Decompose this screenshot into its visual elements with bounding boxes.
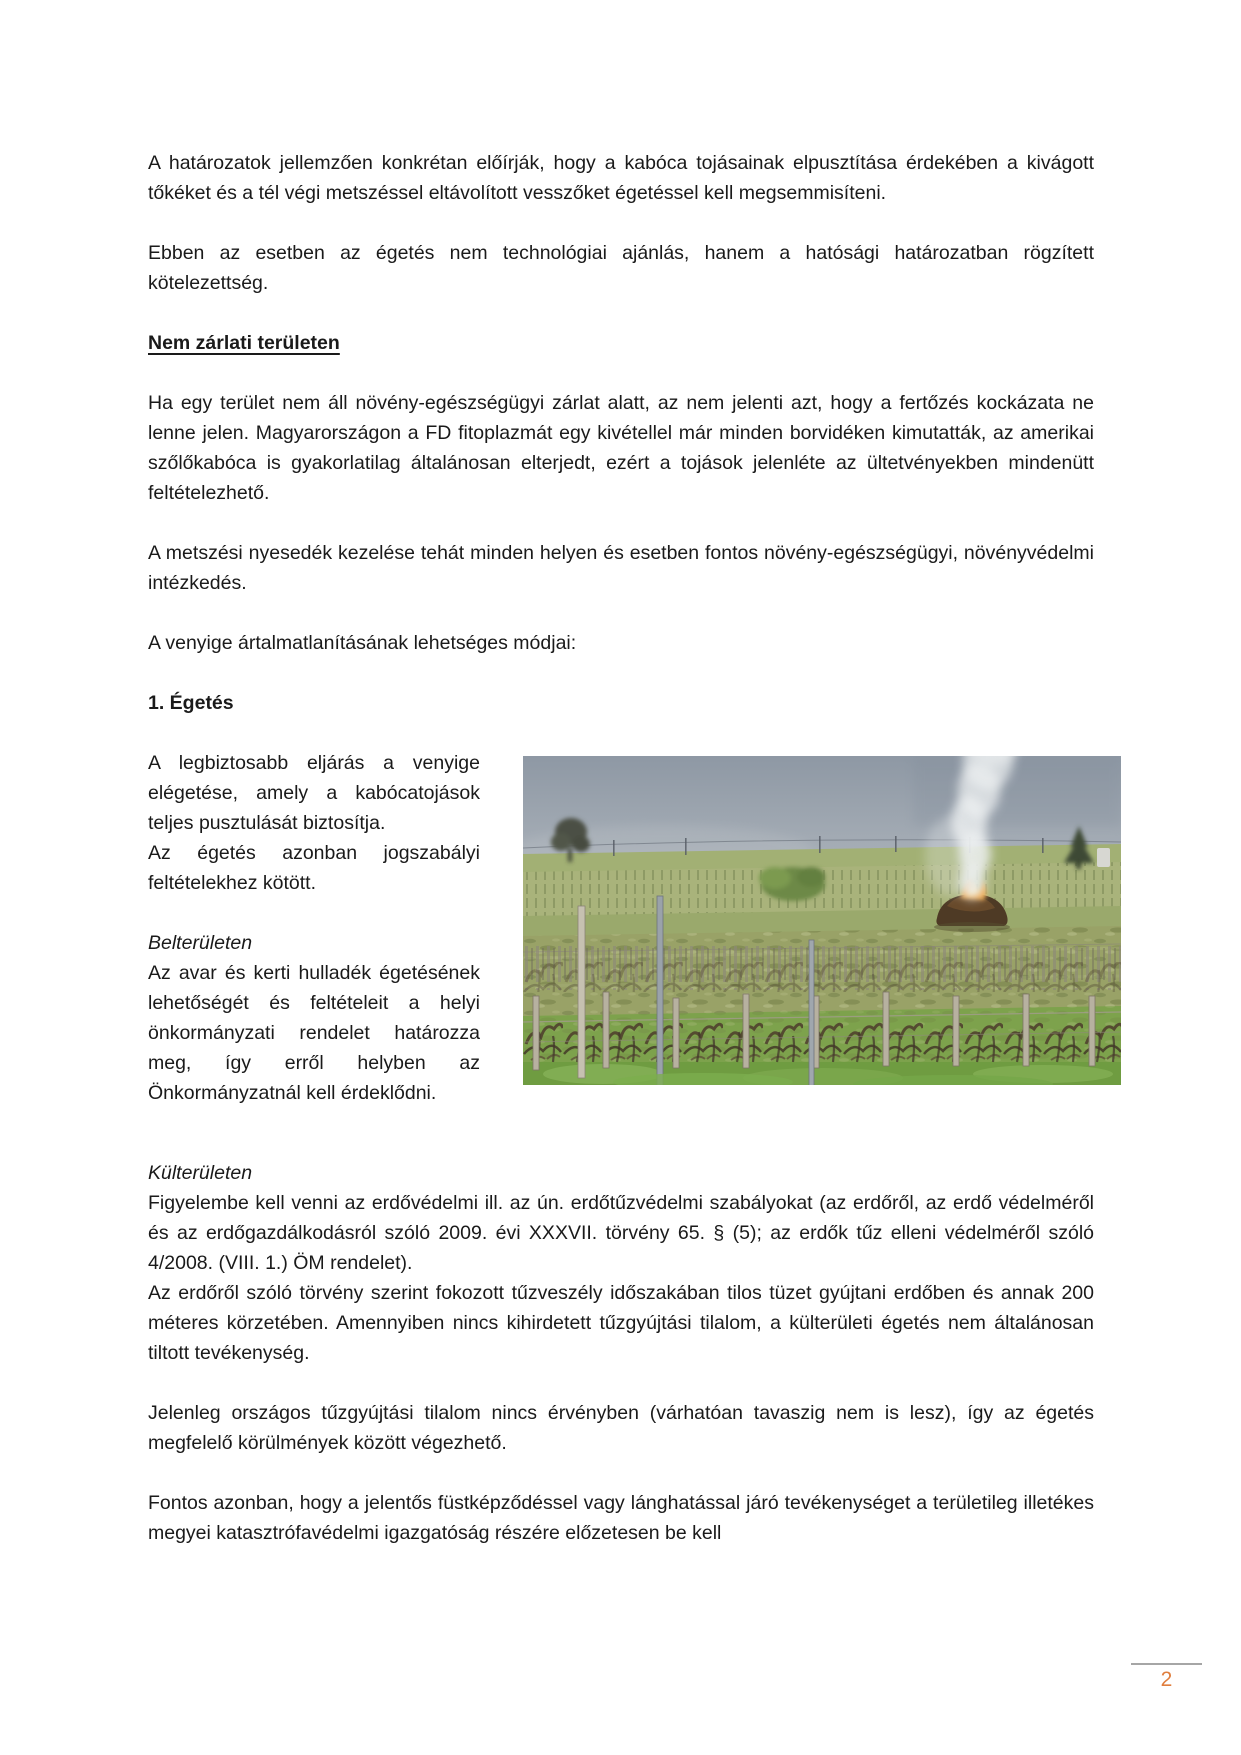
- two-column-section: [148, 748, 1121, 1108]
- page-number: 2: [1160, 1668, 1173, 1691]
- paragraph-pruning-measure: A metszési nyesedék kezelése tehát minden helyen és esetben fontos növény-egészségügyi, növényvédelmi intézkedés.: [148, 542, 1094, 594]
- paragraph-disaster-authority: Fontos azonban, hogy a jelentős füstképződéssel vagy lánghatással járó tevékenységet a területileg illetékes megyei katasztrófavédelmi igazgatóság részére előzetesen be kell: [148, 1492, 1094, 1544]
- vineyard-burning-photo: [523, 756, 1121, 1085]
- paragraph-legal-conditions: Az égetés azonban jogszabályi feltételekhez kötött.: [148, 842, 480, 894]
- paragraph-decisions: A határozatok jellemzően konkrétan előírják, hogy a kabóca tojásainak elpusztítása érdekében a kivágott tőkéket és a tél végi metszéssel eltávolított vesszőket égetéssel kell megsemmisíteni.: [148, 152, 1094, 204]
- page-footer: [1131, 1663, 1202, 1693]
- paragraph-no-ban: Jelenleg országos tűzgyújtási tilalom nincs érvényben (várhatóan tavaszig nem is lesz), így az égetés megfelelő körülmények között végezhető.: [148, 1402, 1094, 1454]
- heading-egetes: 1. Égetés: [148, 692, 234, 714]
- paragraph-fire-danger: Az erdőről szóló törvény szerint fokozott tűzveszély időszakában tilos tüzet gyújtani erdőben és annak 200 méteres körzetében. Amennyiben nincs kihirdetett tűzgyújtási tilalom, a külterületi égetés nem általánosan tiltott tevékenység.: [148, 1282, 1094, 1364]
- left-column: [148, 748, 480, 1108]
- paragraph-obligation: Ebben az esetben az égetés nem technológiai ajánlás, hanem a hatósági határozatban rögzített kötelezettség.: [148, 242, 1094, 294]
- document-body: [148, 148, 1094, 1578]
- paragraph-infection-risk: Ha egy terület nem áll növény-egészségügyi zárlat alatt, az nem jelenti azt, hogy a fertőzés kockázata ne lenne jelen. Magyarországon a FD fitoplazmát egy kivétellel már minden borvidéken kimutatták, az amerikai szőlőkabóca is gyakorlatilag általánosan elterjedt, ezért a tojások jelenléte az ültetvényekben mindenütt feltételezhető.: [148, 392, 1094, 504]
- paragraph-local-rules: Az avar és kerti hulladék égetésének lehetőségét és feltételeit a helyi önkormányzati rendelet határozza meg, így erről helyben az Önkormányzatnál kell érdeklődni.: [148, 962, 480, 1104]
- vineyard-photo-graphic: [523, 756, 1121, 1085]
- heading-nem-zarlati-teruleten: Nem zárlati területen: [148, 332, 340, 354]
- subheading-kulteruleten: Külterületen: [148, 1162, 253, 1184]
- kulterulet-block: [148, 1158, 1094, 1368]
- paragraph-safest-method: A legbiztosabb eljárás a venyige elégetése, amely a kabócatojások teljes pusztulását biztosítja.: [148, 752, 480, 834]
- paragraph-forest-rules: Figyelembe kell venni az erdővédelmi ill. az ún. erdőtűzvédelmi szabályokat (az erdőről, az erdő védelméről és az erdőgazdálkodásról szóló 2009. évi XXXVII. törvény 65. § (5); az erdők tűz elleni védelméről szóló 4/2008. (VIII. 1.) ÖM rendelet).: [148, 1192, 1094, 1274]
- subheading-belteruleten: Belterületen: [148, 932, 253, 954]
- paragraph-disposal-methods: A venyige ártalmatlanításának lehetséges módjai:: [148, 632, 577, 654]
